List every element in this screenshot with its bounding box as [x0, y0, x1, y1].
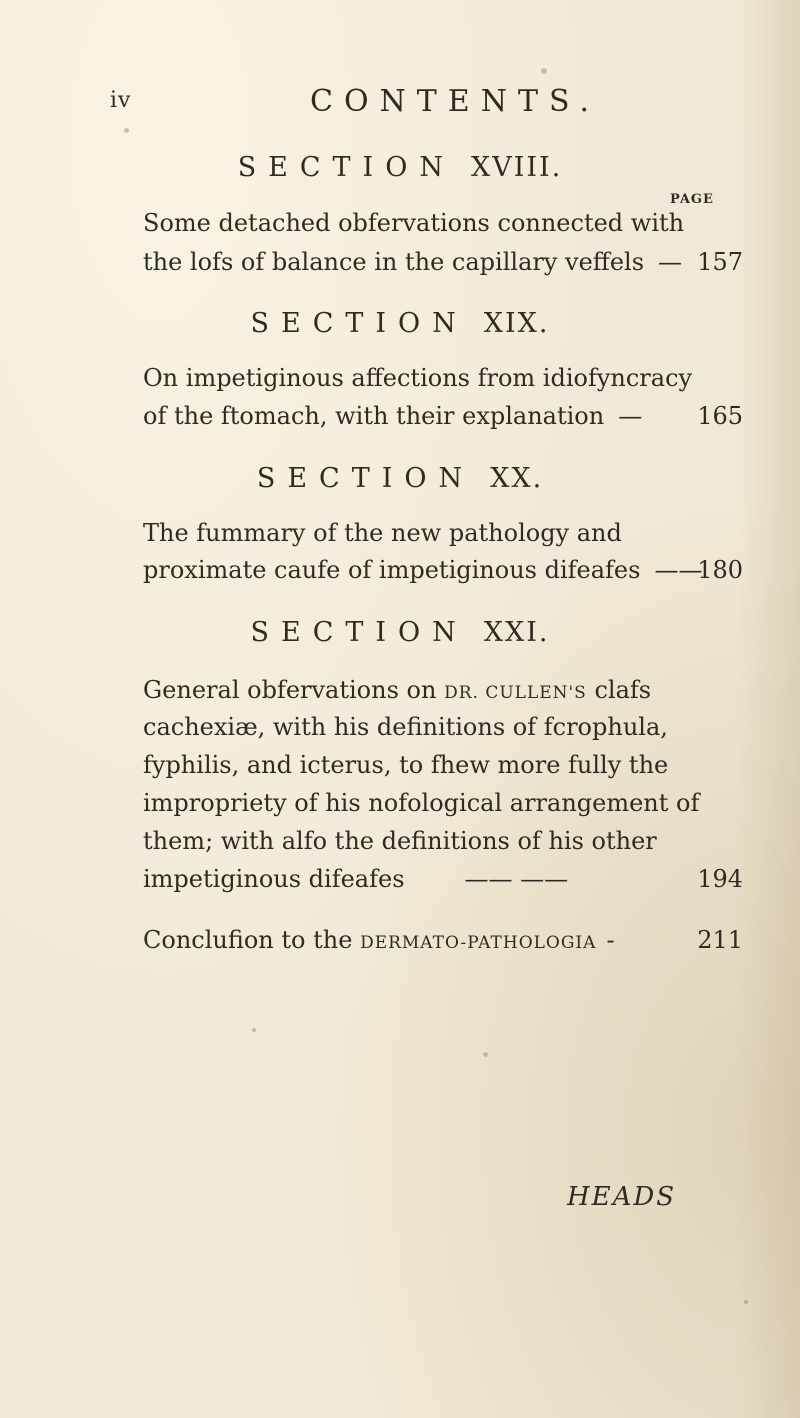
section-number: XIX.	[483, 308, 550, 339]
page-number: 165	[697, 402, 743, 430]
section-word: SECTION	[250, 308, 468, 339]
leader-dash: —— ——	[464, 865, 569, 893]
section-number: XVIII.	[471, 152, 563, 183]
page-column-label: PAGE	[670, 192, 714, 207]
section-number: XXI.	[483, 617, 550, 648]
entry-text-line: them; with alfo the definitions of his other	[143, 827, 657, 855]
section-heading-xix	[0, 308, 800, 339]
leader-dash: —	[618, 402, 643, 430]
section-number: XX.	[490, 463, 544, 494]
leader-dash: ——	[654, 556, 703, 584]
catchword: HEADS	[567, 1182, 677, 1212]
entry-text-line	[143, 675, 683, 708]
entry-text: proximate caufe of impetiginous difeafes	[143, 556, 641, 584]
page-number: 211	[697, 926, 743, 954]
running-head	[0, 84, 800, 124]
section-heading-xx	[0, 463, 800, 494]
entry-text-line: On impetiginous affections from idiofyncracy	[143, 364, 693, 392]
leader-dash: -	[606, 926, 615, 954]
section-word: SECTION	[256, 463, 475, 494]
entry-text-line: cachexiæ, with his definitions of fcrophula,	[143, 713, 668, 741]
entry-text-line	[143, 864, 743, 894]
entry-text: General obfervations on	[143, 676, 437, 704]
entry-text-line: Some detached obfervations connected with	[143, 209, 685, 237]
entry-text-line	[143, 401, 743, 431]
author-name: DR. CULLEN'S	[444, 683, 587, 703]
page-number: 180	[697, 556, 743, 584]
leader-dash: —	[658, 248, 683, 276]
foxing-spot	[541, 68, 547, 74]
page-folio: iv	[110, 88, 132, 113]
contents-title: CONTENTS.	[310, 84, 600, 119]
foxing-spot	[252, 1028, 256, 1032]
entry-text-line	[143, 555, 743, 585]
conclusion-text: Conclufion to the	[143, 926, 353, 954]
page-number: 157	[697, 248, 743, 276]
entry-text-line: fyphilis, and icterus, to fhew more fully the	[143, 751, 669, 779]
entry-text: impetiginous difeafes	[143, 865, 405, 893]
entry-text: clafs	[594, 676, 652, 704]
entry-text: the lofs of balance in the capillary veffels	[143, 248, 645, 276]
section-heading-xxi	[0, 617, 800, 648]
entry-text-line	[143, 247, 743, 277]
foxing-spot	[124, 128, 129, 133]
entry-text-line: The fummary of the new pathology and	[143, 519, 622, 547]
foxing-spot	[744, 1300, 748, 1304]
entry-text-line: impropriety of his nofological arrangement of	[143, 789, 700, 817]
conclusion-line	[143, 925, 743, 958]
page-number: 194	[697, 865, 743, 893]
conclusion-title: DERMATO-PATHOLOGIA	[360, 933, 597, 953]
section-heading-xviii	[0, 152, 800, 183]
section-word: SECTION	[237, 152, 455, 183]
section-word: SECTION	[250, 617, 468, 648]
entry-text: of the ftomach, with their explanation	[143, 402, 605, 430]
foxing-spot	[483, 1052, 488, 1057]
